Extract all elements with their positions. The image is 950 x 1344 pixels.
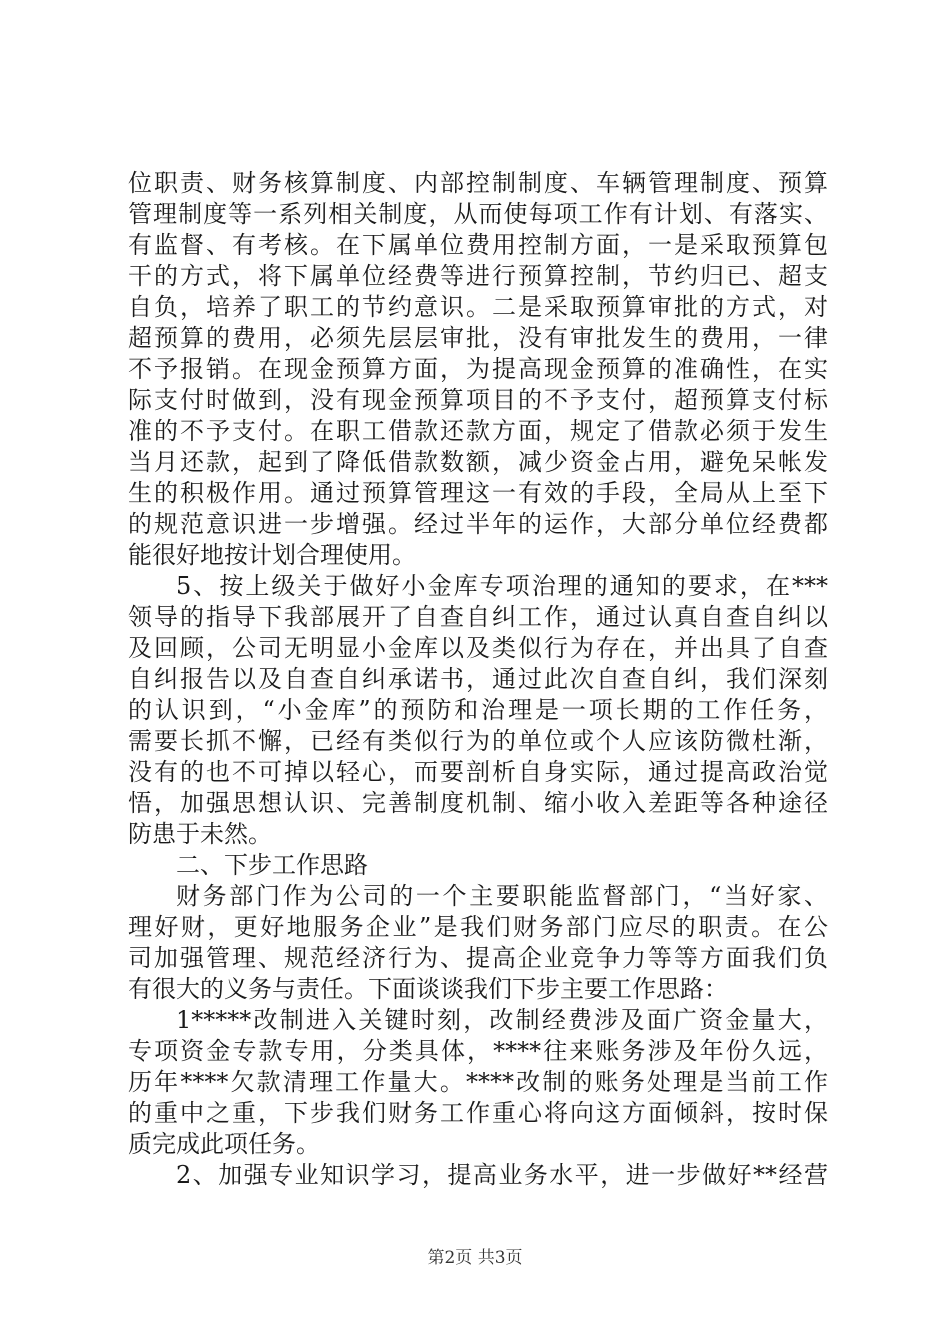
text-line: 理好财，更好地服务企业”是我们财务部门应尽的职责。在公 — [128, 913, 828, 941]
text-line: 超预算的费用，必须先层层审批，没有审批发生的费用，一律 — [128, 324, 828, 352]
document-body — [128, 168, 828, 1191]
text-line: 的规范意识进一步增强。经过半年的运作，大部分单位经费都 — [128, 510, 828, 538]
text-line: 防患于未然。 — [128, 820, 272, 848]
text-line: 5、按上级关于做好小金库专项治理的通知的要求，在*** — [176, 572, 828, 600]
text-line: 财务部门作为公司的一个主要职能监督部门，“当好家、 — [176, 882, 828, 910]
text-line: 的认识到，“小金库”的预防和治理是一项长期的工作任务， — [128, 696, 828, 724]
text-line: 生的积极作用。通过预算管理这一有效的手段，全局从上至下 — [128, 479, 828, 507]
page-footer: 第2页 共3页 — [427, 1248, 523, 1268]
text-line: 二、下步工作思路 — [176, 851, 368, 879]
text-line: 需要长抓不懈，已经有类似行为的单位或个人应该防微杜渐， — [128, 727, 828, 755]
text-line: 自纠报告以及自查自纠承诺书，通过此次自查自纠，我们深刻 — [128, 665, 828, 693]
text-line: 有监督、有考核。在下属单位费用控制方面，一是采取预算包 — [128, 231, 828, 259]
text-line: 不予报销。在现金预算方面，为提高现金预算的准确性，在实 — [128, 355, 828, 383]
text-line: 干的方式，将下属单位经费等进行预算控制，节约归已、超支 — [128, 262, 828, 290]
text-line: 没有的也不可掉以轻心，而要剖析自身实际，通过提高政治觉 — [128, 758, 828, 786]
text-line: 有很大的义务与责任。下面谈谈我们下步主要工作思路： — [128, 975, 728, 1003]
text-line: 悟，加强思想认识、完善制度机制、缩小收入差距等各种途径 — [128, 789, 828, 817]
text-line: 2、加强专业知识学习，提高业务水平，进一步做好**经营 — [176, 1161, 828, 1189]
text-line: 管理制度等一系列相关制度，从而使每项工作有计划、有落实、 — [128, 200, 828, 228]
text-line: 准的不予支付。在职工借款还款方面，规定了借款必须于发生 — [128, 417, 828, 445]
text-line: 际支付时做到，没有现金预算项目的不予支付，超预算支付标 — [128, 386, 828, 414]
text-line: 专项资金专款专用，分类具体，****往来账务涉及年份久远， — [128, 1037, 828, 1065]
text-line: 能很好地按计划合理使用。 — [128, 541, 416, 569]
text-line: 当月还款，起到了降低借款数额，减少资金占用，避免呆帐发 — [128, 448, 828, 476]
text-line: 领导的指导下我部展开了自查自纠工作，通过认真自查自纠以 — [128, 603, 828, 631]
text-line: 位职责、财务核算制度、内部控制制度、车辆管理制度、预算 — [128, 169, 828, 197]
text-line: 司加强管理、规范经济行为、提高企业竞争力等等方面我们负 — [128, 944, 828, 972]
text-line: 质完成此项任务。 — [128, 1130, 320, 1158]
text-line: 及回顾，公司无明显小金库以及类似行为存在，并出具了自查 — [128, 634, 828, 662]
text-line: 的重中之重，下步我们财务工作重心将向这方面倾斜，按时保 — [128, 1099, 828, 1127]
text-line: 1*****改制进入关键时刻，改制经费涉及面广资金量大， — [176, 1006, 828, 1034]
text-line: 历年****欠款清理工作量大。****改制的账务处理是当前工作 — [128, 1068, 828, 1096]
text-line: 自负，培养了职工的节约意识。二是采取预算审批的方式，对 — [128, 293, 828, 321]
